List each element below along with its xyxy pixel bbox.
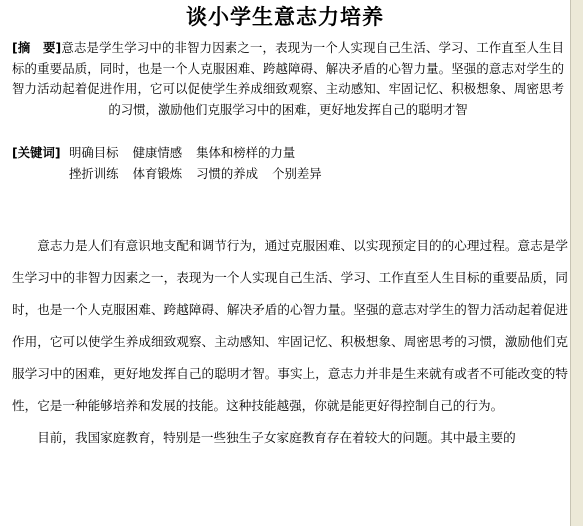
body-paragraph: 意志力是人们有意识地支配和调节行为，通过克服困难、以实现预定目的的心理过程。意志是学生学习中的非智力因素之一，表现为一个人实现自己生活、学习、工作直至人生目标的重要品质，同时，也是一个人克服困难、跨越障碍、解决矛盾的心智力量。坚强的意志对学生的智力活动起着促进作用，它可以使学生养成细致观察、主动感知、牢固记忆、积极想象、周密思考的习惯，激励他们克服学习中的困难，更好地发挥自己的聪明才智。事实上，意志力并非是生来就有或者不可能改变的特性，它是一种能够培养和发展的技能。这种技能越强，你就是能更好得控制自己的行为。 — [12, 238, 568, 413]
keyword-list-2 — [69, 164, 322, 185]
vertical-scrollbar[interactable] — [570, 0, 583, 526]
abstract-text: 意志是学生学习中的非智力因素之一，表现为一个人实现自己生活、学习、工作直至人生目标的重要品质，同时，也是一个人克服困难、跨越障碍、解决矛盾的心智力量。坚强的意志对学生的智力活动起着促进作用，它可以促使学生养成细致观察、主动感知、牢固记忆、积极想象、周密思考的习惯，激励他们克服学习中的困难，更好地发挥自己的聪明才智 — [12, 40, 565, 117]
abstract-block — [12, 38, 564, 120]
keyword-list-1 — [69, 143, 295, 164]
keyword: 健康情感 — [132, 145, 183, 160]
keyword: 习惯的养成 — [196, 165, 259, 181]
keyword: 明确目标 — [69, 145, 119, 160]
keyword: 挫折训练 — [69, 165, 119, 181]
keyword: 个别差异 — [272, 165, 322, 181]
abstract-label: [摘 要] — [12, 40, 62, 55]
keywords-block — [12, 143, 564, 184]
keywords-row-2 — [12, 164, 564, 185]
document-title: 谈小学生意志力培养 — [186, 4, 384, 29]
keywords-row-1 — [12, 143, 564, 164]
keyword: 集体和榜样的力量 — [196, 145, 296, 160]
keyword: 体育锻炼 — [132, 165, 183, 181]
body-text — [12, 230, 568, 454]
body-paragraph: 目前，我国家庭教育，特别是一些独生子女家庭教育存在着较大的问题。其中最主要的 — [37, 430, 516, 445]
keywords-label: [关键词] — [12, 145, 61, 160]
